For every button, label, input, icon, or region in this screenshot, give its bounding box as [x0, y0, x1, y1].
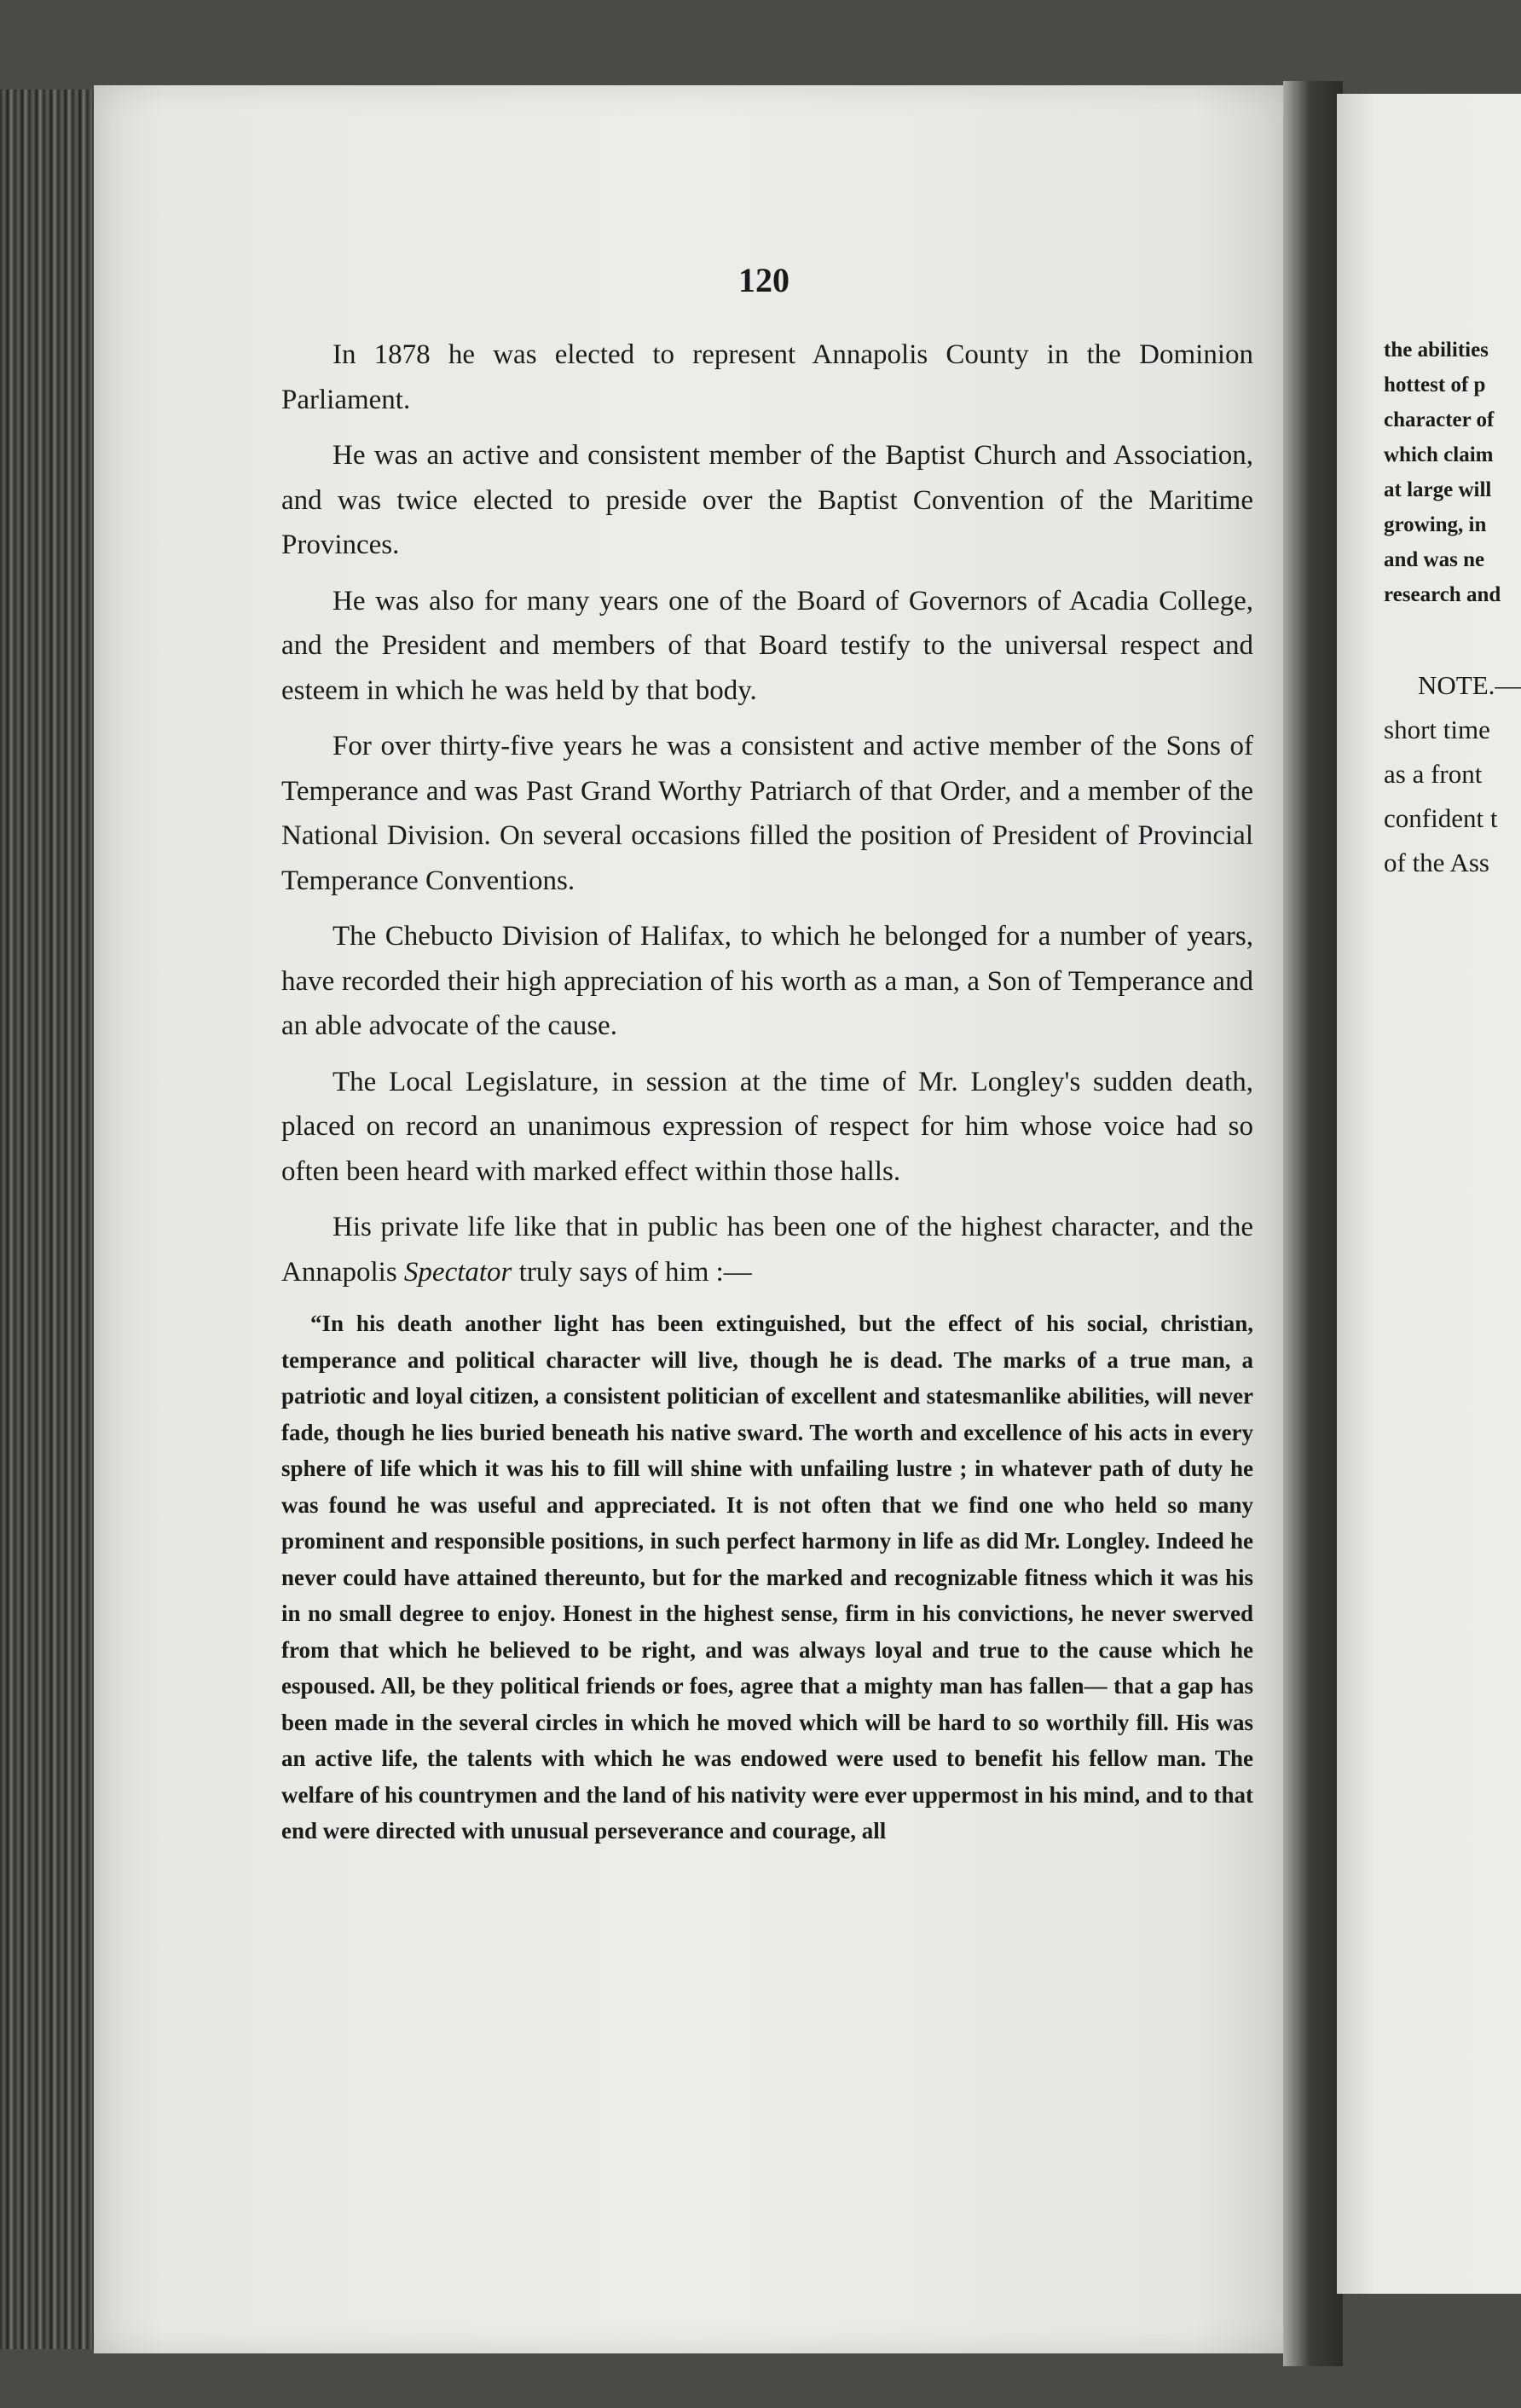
paragraph: The Local Legislature, in session at the time of Mr. Longley's sudden death, placed on record an unanimous expression of respect for him whose voice had so often been heard with marked effect within those halls. — [281, 1066, 1253, 1187]
facing-line: of the Ass — [1384, 848, 1489, 877]
facing-page — [1337, 94, 1521, 2294]
facing-line: and was ne — [1384, 548, 1485, 571]
newspaper-title: Spectator — [403, 1256, 512, 1288]
facing-line: hottest of p — [1384, 373, 1486, 397]
facing-line: NOTE.— — [1418, 670, 1521, 700]
intro-text-end: truly says of him :— — [512, 1256, 752, 1288]
facing-line: which claim — [1384, 443, 1494, 466]
paragraph: For over thirty-five years he was a consistent and active member of the Sons of Temperance and was Past Grand Worthy Patriarch of that Order, and a member of the National Division. On several occasions filled the position of President of Provincial Temperance Conventions. — [281, 731, 1253, 896]
paragraph: The Chebucto Division of Halifax, to which he belonged for a number of years, have recorded their high appreciation of his worth as a man, a Son of Temperance and an able advocate of the cause. — [281, 921, 1253, 1041]
book-gutter — [1283, 81, 1343, 2366]
facing-line: the abilities — [1384, 339, 1489, 362]
intro-text: His private life like that in public has been one of the highest character, and the Annapolis — [281, 1212, 1253, 1288]
book-spine — [0, 90, 101, 2349]
page-number: 120 — [738, 261, 789, 299]
facing-line: confident t — [1384, 803, 1498, 833]
paragraph: He was also for many years one of the Board of Governors of Acadia College, and the President and members of that Board testify to the universal respect and esteem in which he was held by that body. — [281, 585, 1253, 706]
facing-line: research and — [1384, 583, 1501, 606]
facing-line: growing, in — [1384, 513, 1487, 536]
facing-line: character of — [1384, 408, 1495, 431]
paragraph: He was an active and consistent member of the Baptist Church and Association, and was twice elected to preside over the Baptist Convention of the Maritime Provinces. — [281, 440, 1253, 560]
facing-page-note — [1384, 663, 1521, 885]
facing-page-text — [1384, 333, 1521, 885]
facing-line: as a front — [1384, 759, 1483, 789]
facing-line: short time — [1384, 715, 1490, 744]
spectator-quote: “In his death another light has been extinguished, but the effect of his social, christian, temperance and political character will live, though he is dead. The marks of a true man, a patriotic and loyal citizen, a consistent politician of excellent and statesmanlike abilities, will never fade, though he lies buried beneath his native sward. The worth and excellence of his acts in every sphere of life which it was his to fill will shine with unfailing lustre ; in whatever path of duty he was found he was useful and appreciated. It is not often that we find one who held so many prominent and responsible positions, in such perfect harmony in life as did Mr. Longley. Indeed he never could have attained thereunto, but for the marked and recognizable fitness which it was his in no small degree to enjoy. Honest in the highest sense, firm in his convictions, he never swerved from that which he believed to be right, and was always loyal and true to the cause which he espoused. All, be they political friends or foes, agree that a mighty man has fallen— that a gap has been made in the several circles in which he moved which will be hard to so worthily fill. His was an active life, the talents with which he was endowed were used to benefit his fellow man. The welfare of his countrymen and the land of his nativity were ever uppermost in his mind, and to that end were directed with unusual perseverance and courage, all — [281, 1311, 1253, 1844]
text-column — [281, 333, 1253, 1849]
facing-page-small-text — [1384, 333, 1521, 612]
facing-line: at large will — [1384, 478, 1492, 501]
spectator-intro-paragraph — [281, 1205, 1253, 1294]
paragraph: In 1878 he was elected to represent Annapolis County in the Dominion Parliament. — [281, 339, 1253, 415]
